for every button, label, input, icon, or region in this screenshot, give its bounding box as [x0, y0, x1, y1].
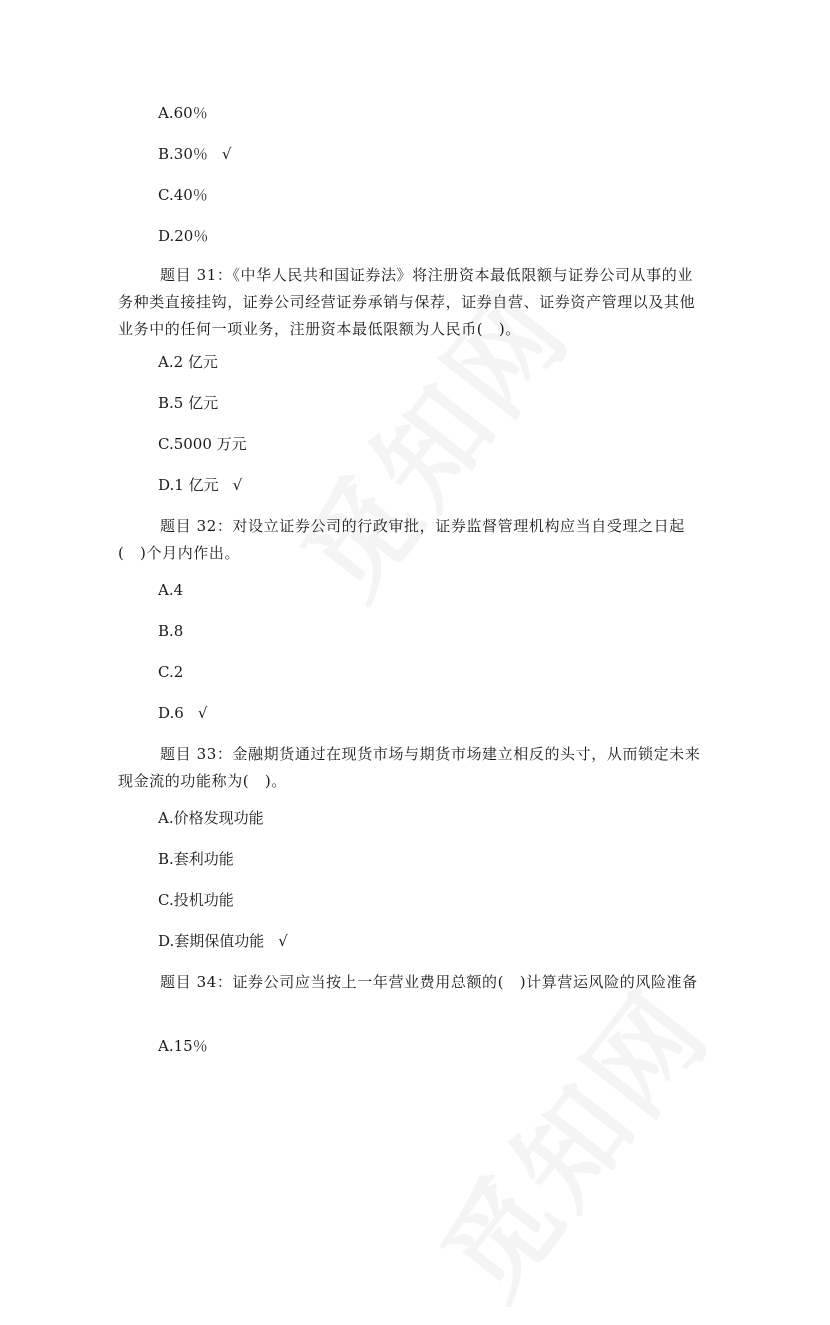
answer-option	[158, 144, 231, 164]
option-label: D.套期保值功能	[158, 932, 265, 950]
option-label: B.30％	[158, 145, 208, 163]
answer-option	[158, 580, 183, 600]
question-32	[118, 513, 708, 567]
answer-option	[158, 890, 234, 910]
question-text: 题目 32：对设立证券公司的行政审批，证券监督管理机构应当自受理之日起( )个月内作出。	[118, 517, 685, 562]
answer-option	[158, 849, 234, 869]
answer-option	[158, 931, 288, 951]
correct-check-mark: √	[197, 704, 208, 722]
option-label: D.20％	[158, 227, 209, 245]
answer-option	[158, 226, 208, 246]
option-label: C.40％	[158, 186, 208, 204]
option-label: B.8	[158, 622, 184, 640]
option-label: A.60％	[158, 104, 208, 122]
option-label: A.15％	[158, 1037, 208, 1055]
option-label: A.4	[158, 581, 184, 599]
question-text: 题目 33：金融期货通过在现货市场与期货市场建立相反的头寸，从而锁定未来现金流的功能称为( )。	[118, 745, 701, 790]
correct-check-mark: √	[278, 932, 288, 950]
answer-option	[158, 475, 242, 495]
answer-option	[158, 434, 247, 454]
correct-check-mark: √	[221, 145, 232, 163]
answer-option	[158, 703, 207, 723]
option-label: B.套利功能	[158, 850, 234, 868]
watermark	[400, 953, 739, 1325]
question-text: 题目 31：《中华人民共和国证券法》将注册资本最低限额与证券公司从事的业务种类直接挂钩，证券公司经营证券承销与保荐，证券自营、证券资产管理以及其他业务中的任何一项业务，注册资本最低限额为人民币( )。	[118, 266, 696, 338]
question-text: 题目 34：证券公司应当按上一年营业费用总额的( )计算营运风险的风险准备	[160, 973, 698, 991]
option-label: D.6	[158, 704, 184, 722]
option-label: D.1 亿元	[158, 476, 219, 494]
option-label: C.投机功能	[158, 891, 234, 909]
question-31	[118, 262, 708, 343]
answer-option	[158, 1036, 208, 1056]
question-34	[118, 969, 708, 996]
option-label: A.2 亿元	[158, 353, 218, 371]
answer-option	[158, 103, 208, 123]
answer-option	[158, 393, 218, 413]
option-label: B.5 亿元	[158, 394, 219, 412]
question-33	[118, 741, 708, 795]
option-label: C.2	[158, 663, 184, 681]
option-label: A.价格发现功能	[158, 809, 264, 827]
option-label: C.5000 万元	[158, 435, 247, 453]
answer-option	[158, 185, 208, 205]
answer-option	[158, 808, 264, 828]
answer-option	[158, 352, 218, 372]
answer-option	[158, 662, 183, 682]
answer-option	[158, 621, 183, 641]
correct-check-mark: √	[232, 476, 243, 494]
